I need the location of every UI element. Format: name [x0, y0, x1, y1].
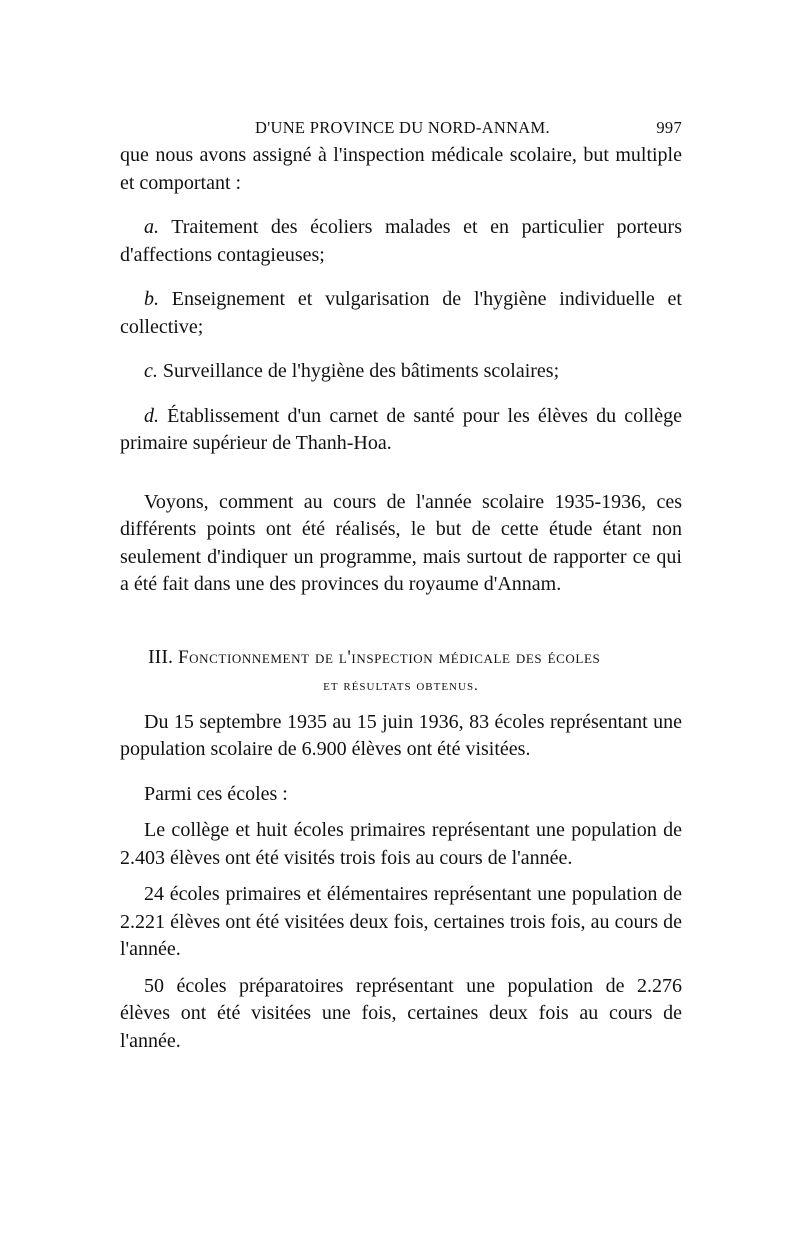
section-title-line2: et résultats obtenus.: [323, 677, 479, 694]
list-item-b-letter: b.: [144, 288, 159, 310]
paragraph-primary-schools: 24 écoles primaires et élémentaires représentant une population de 2.221 élèves ont été visitées deux fois, certaines trois fois, au cours de l'année.: [120, 883, 682, 960]
list-item-a-letter: a.: [144, 216, 159, 238]
paragraph-schools-visited: Du 15 septembre 1935 au 15 juin 1936, 83 écoles représentant une population scolaire de 6.900 élèves ont été visitées.: [120, 710, 682, 760]
paragraph-parmi: Parmi ces écoles :: [144, 782, 288, 805]
list-item-d-letter: d.: [144, 404, 159, 427]
running-head: [120, 114, 682, 142]
paragraph-voyons: Voyons, comment au cours de l'année scolaire 1935-1936, ces différents points ont été réalisés, le but de cette étude étant non seulement d'indiquer un programme, mais surtout de rapporter ce qui a été fait dans une des provinces du royaume d'Annam.: [120, 490, 682, 595]
list-item-c-text: Surveillance de l'hygiène des bâtiments scolaires;: [157, 360, 560, 382]
section-heading: [120, 643, 682, 672]
list-item-a: [120, 214, 682, 269]
list-item-b: [120, 286, 682, 341]
book-page: [120, 114, 682, 1055]
list-item-d-text: Établissement d'un carnet de santé pour les élèves du collège primaire supérieur de Thanh-Hoa.: [120, 404, 682, 454]
page-number: 997: [656, 118, 682, 137]
paragraph-college: Le collège et huit écoles primaires représentant une population de 2.403 élèves ont été visités trois fois au cours de l'année.: [120, 819, 682, 869]
list-item-b-text: Enseignement et vulgarisation de l'hygiène individuelle et collective;: [120, 288, 682, 338]
list-item-c: [120, 358, 682, 386]
section-title-line1: Fonctionnement de l'inspection médicale des écoles: [177, 646, 601, 668]
paragraph-intro: que nous avons assigné à l'inspection médicale scolaire, but multiple et comportant :: [120, 144, 682, 194]
list-item-a-text: Traitement des écoliers malades et en particulier porteurs d'affections contagieuses;: [120, 216, 682, 266]
running-head-title: D'UNE PROVINCE DU NORD-ANNAM.: [255, 118, 550, 137]
paragraph-preparatory-schools: 50 écoles préparatoires représentant une population de 2.276 élèves ont été visitées une fois, certaines deux fois au cours de l'année.: [120, 974, 682, 1052]
list-item-d: [120, 403, 682, 458]
section-numeral: III.: [148, 645, 173, 668]
list-item-c-letter: c.: [144, 360, 158, 382]
